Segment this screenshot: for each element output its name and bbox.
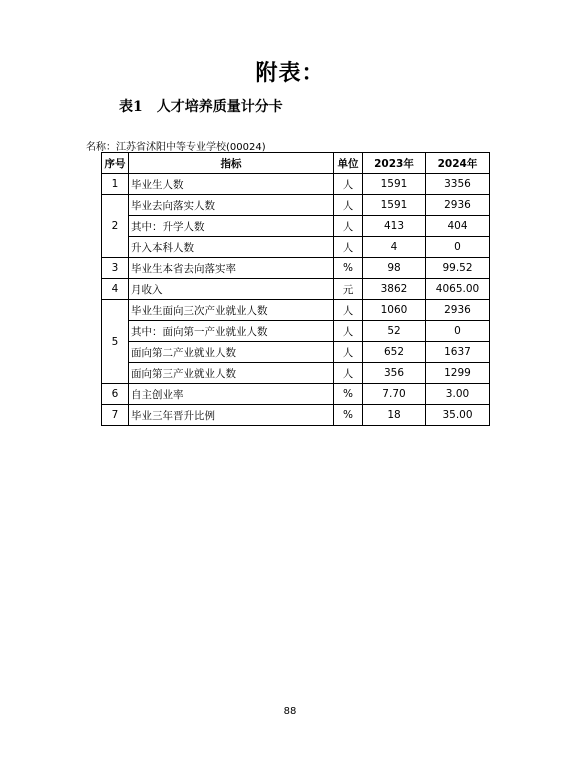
table-row xyxy=(102,279,490,300)
row-2023: 413 xyxy=(363,216,426,237)
row-indicator: 自主创业率 xyxy=(129,384,334,405)
row-indicator: 面向第二产业就业人数 xyxy=(129,342,334,363)
row-2023: 18 xyxy=(363,405,426,426)
row-2024: 1637 xyxy=(426,342,490,363)
row-unit: 人 xyxy=(334,321,363,342)
header-2023: 2023年 xyxy=(363,153,426,174)
page-heading: 附表： xyxy=(255,60,325,86)
row-seq: 7 xyxy=(102,405,129,426)
row-unit: 人 xyxy=(334,342,363,363)
row-unit: % xyxy=(334,384,363,405)
row-2023: 652 xyxy=(363,342,426,363)
row-indicator: 其中：升学人数 xyxy=(129,216,334,237)
row-indicator: 月收入 xyxy=(129,279,334,300)
page-number: 88 xyxy=(283,706,297,717)
row-indicator: 毕业三年晋升比例 xyxy=(129,405,334,426)
table-row xyxy=(102,342,490,363)
school-name: 名称：江苏省沭阳中等专业学校(00024) xyxy=(86,142,266,153)
table-row xyxy=(102,237,490,258)
table-row xyxy=(102,300,490,321)
row-2024: 4065.00 xyxy=(426,279,490,300)
row-unit: % xyxy=(334,258,363,279)
table-row xyxy=(102,195,490,216)
table-header-row xyxy=(102,153,490,174)
row-2023: 98 xyxy=(363,258,426,279)
row-2023: 4 xyxy=(363,237,426,258)
table-row xyxy=(102,216,490,237)
row-indicator: 升入本科人数 xyxy=(129,237,334,258)
row-2023: 1060 xyxy=(363,300,426,321)
row-indicator: 其中：面向第一产业就业人数 xyxy=(129,321,334,342)
row-2023: 52 xyxy=(363,321,426,342)
row-unit: 人 xyxy=(334,363,363,384)
row-indicator: 毕业生面向三次产业就业人数 xyxy=(129,300,334,321)
table-row xyxy=(102,405,490,426)
table-row xyxy=(102,321,490,342)
row-2024: 404 xyxy=(426,216,490,237)
header-indicator: 指标 xyxy=(129,153,334,174)
score-card-table xyxy=(101,152,490,426)
table-row xyxy=(102,384,490,405)
row-unit: 人 xyxy=(334,300,363,321)
row-2023: 3862 xyxy=(363,279,426,300)
row-2023: 7.70 xyxy=(363,384,426,405)
row-seq: 1 xyxy=(102,174,129,195)
table-row xyxy=(102,363,490,384)
row-2024: 0 xyxy=(426,321,490,342)
row-indicator: 面向第三产业就业人数 xyxy=(129,363,334,384)
row-2024: 3.00 xyxy=(426,384,490,405)
row-unit: 人 xyxy=(334,195,363,216)
row-seq: 2 xyxy=(102,195,129,258)
table-row xyxy=(102,174,490,195)
header-unit: 单位 xyxy=(334,153,363,174)
row-2024: 2936 xyxy=(426,300,490,321)
row-seq: 5 xyxy=(102,300,129,384)
row-seq: 6 xyxy=(102,384,129,405)
row-unit: 人 xyxy=(334,216,363,237)
row-unit: 人 xyxy=(334,237,363,258)
row-unit: % xyxy=(334,405,363,426)
row-indicator: 毕业生人数 xyxy=(129,174,334,195)
row-indicator: 毕业生本省去向落实率 xyxy=(129,258,334,279)
header-2024: 2024年 xyxy=(426,153,490,174)
row-seq: 3 xyxy=(102,258,129,279)
row-2024: 3356 xyxy=(426,174,490,195)
row-2023: 1591 xyxy=(363,174,426,195)
table-row xyxy=(102,258,490,279)
row-unit: 人 xyxy=(334,174,363,195)
row-seq: 4 xyxy=(102,279,129,300)
header-seq: 序号 xyxy=(102,153,129,174)
row-indicator: 毕业去向落实人数 xyxy=(129,195,334,216)
table-title: 表1 人才培养质量计分卡 xyxy=(119,99,283,115)
row-2024: 0 xyxy=(426,237,490,258)
row-2024: 35.00 xyxy=(426,405,490,426)
row-2024: 2936 xyxy=(426,195,490,216)
row-unit: 元 xyxy=(334,279,363,300)
row-2024: 1299 xyxy=(426,363,490,384)
row-2023: 356 xyxy=(363,363,426,384)
row-2024: 99.52 xyxy=(426,258,490,279)
row-2023: 1591 xyxy=(363,195,426,216)
